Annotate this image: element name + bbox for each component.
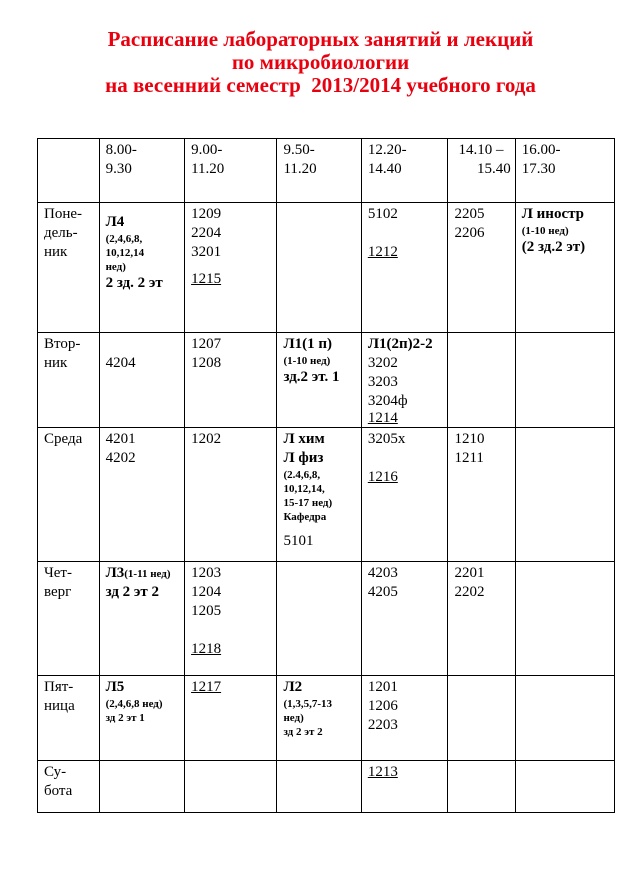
day-label: Среда <box>44 431 83 447</box>
cell-sat-3 <box>277 761 361 813</box>
cell-tue-4 <box>361 333 448 428</box>
cell-thu-3 <box>277 562 361 676</box>
lecture-place: зд.2 эт. 1 <box>283 369 340 385</box>
room: 3202 <box>367 355 398 371</box>
lecture-weeks: нед) <box>283 712 304 724</box>
cell-fri-5 <box>448 676 515 761</box>
lecture-weeks: (1,3,5,7-13 <box>283 698 333 710</box>
cell-fri-2 <box>185 676 277 761</box>
lecture-label: Л2 <box>283 679 303 695</box>
time-end: 15.40 <box>476 161 511 177</box>
room: 1211 <box>454 450 484 466</box>
time-start: 9.00- <box>191 142 223 158</box>
row-wednesday <box>38 428 615 562</box>
day-label: ник <box>44 244 68 260</box>
time-end: 14.40 <box>367 161 402 177</box>
lecture-weeks: (2.4,6,8, <box>283 469 321 481</box>
room: 5101 <box>283 533 314 549</box>
lecture-weeks: 15-17 нед) <box>283 497 333 509</box>
lecture-place: Кафедра <box>283 511 327 523</box>
cell-wed-3 <box>277 428 361 562</box>
room: 2202 <box>454 584 485 600</box>
time-slot-5 <box>448 139 515 203</box>
cell-mon-6 <box>515 203 614 333</box>
cell-wed-4 <box>361 428 448 562</box>
cell-tue-6 <box>515 333 614 428</box>
cell-mon-1 <box>99 203 185 333</box>
cell-wed-1 <box>99 428 185 562</box>
row-saturday <box>38 761 615 813</box>
room: 1206 <box>367 698 398 714</box>
room: 4205 <box>367 584 398 600</box>
row-thursday <box>38 562 615 676</box>
lecture-label: Л4 <box>105 214 125 230</box>
day-label: ница <box>44 698 75 714</box>
room: 2204 <box>191 225 222 241</box>
day-label: верг <box>44 584 72 600</box>
day-wednesday <box>38 428 100 562</box>
time-start: 9.50- <box>283 142 315 158</box>
time-slot-3 <box>277 139 361 203</box>
day-label: ник <box>44 355 68 371</box>
room: 1212 <box>367 244 398 260</box>
day-label: бота <box>44 783 73 799</box>
lecture-label: Л3 <box>105 565 125 581</box>
room: 4204 <box>105 355 136 371</box>
cell-sat-5 <box>448 761 515 813</box>
cell-mon-5 <box>448 203 515 333</box>
day-label: Поне- <box>44 206 83 222</box>
room: 1209 <box>191 206 222 222</box>
corner-cell <box>38 139 100 203</box>
room: 5102 <box>367 206 398 222</box>
time-slot-1 <box>99 139 185 203</box>
lecture-label: Л иностр <box>521 206 584 222</box>
lecture-place: зд 2 эт 1 <box>105 712 145 724</box>
cell-fri-6 <box>515 676 614 761</box>
room: 1214 <box>367 410 398 426</box>
time-start: 14.10 – <box>458 142 504 158</box>
lecture-place: зд 2 эт 2 <box>105 584 160 600</box>
title-line-3: на весенний семестр 2013/2014 учебного года <box>105 73 536 97</box>
cell-sat-2 <box>185 761 277 813</box>
day-label: Чет- <box>44 565 72 581</box>
day-friday <box>38 676 100 761</box>
cell-fri-3 <box>277 676 361 761</box>
day-label: Пят- <box>44 679 74 695</box>
cell-sat-6 <box>515 761 614 813</box>
lecture-weeks: 10,12,14, <box>283 483 325 495</box>
time-end: 11.20 <box>191 161 225 177</box>
lecture-label: Л5 <box>105 679 125 695</box>
cell-fri-1 <box>99 676 185 761</box>
time-start: 16.00- <box>521 142 561 158</box>
title-line-1: Расписание лабораторных занятий и лекций <box>107 27 534 51</box>
room: 3204ф <box>367 393 408 409</box>
room: 3201 <box>191 244 222 260</box>
room: 1204 <box>191 584 222 600</box>
day-label: дель- <box>44 225 78 241</box>
page-title <box>0 28 641 97</box>
time-slot-2 <box>185 139 277 203</box>
cell-thu-6 <box>515 562 614 676</box>
time-slot-4 <box>361 139 448 203</box>
room: 2205 <box>454 206 485 222</box>
lecture-weeks: нед) <box>105 261 126 273</box>
room: 1218 <box>191 641 222 657</box>
room: 2201 <box>454 565 485 581</box>
lecture-place: (2 зд.2 эт) <box>521 239 586 255</box>
cell-tue-3 <box>277 333 361 428</box>
lecture-weeks: (2,4,6,8 нед) <box>105 698 163 710</box>
cell-mon-4 <box>361 203 448 333</box>
time-end: 17.30 <box>521 161 556 177</box>
lecture-label: Л физ <box>283 450 324 466</box>
day-tuesday <box>38 333 100 428</box>
cell-mon-3 <box>277 203 361 333</box>
lecture-weeks: (1-10 нед) <box>521 225 569 237</box>
room: 4203 <box>367 565 398 581</box>
time-end: 9.30 <box>105 161 132 177</box>
room: 1201 <box>367 679 398 695</box>
day-saturday <box>38 761 100 813</box>
lecture-label: Л1(1 п) <box>283 336 332 352</box>
lecture-place: 2 зд. 2 эт <box>105 275 163 291</box>
room: 1202 <box>191 431 222 447</box>
lecture-place: зд 2 эт 2 <box>283 726 323 738</box>
title-line-2: по микробиологии <box>231 50 410 74</box>
lecture-weeks: (1-11 нед) <box>124 568 171 580</box>
time-end: 11.20 <box>283 161 317 177</box>
schedule-table <box>37 138 615 813</box>
time-start: 8.00- <box>105 142 137 158</box>
room: 1208 <box>191 355 222 371</box>
room: 3205х <box>367 431 406 447</box>
cell-sat-1 <box>99 761 185 813</box>
room: 1207 <box>191 336 222 352</box>
header-row <box>38 139 615 203</box>
time-slot-6 <box>515 139 614 203</box>
room: 1216 <box>367 469 398 485</box>
day-label: Втор- <box>44 336 81 352</box>
cell-wed-5 <box>448 428 515 562</box>
day-monday <box>38 203 100 333</box>
room: 3203 <box>367 374 398 390</box>
lecture-label: Л хим <box>283 431 325 447</box>
cell-tue-2 <box>185 333 277 428</box>
cell-thu-5 <box>448 562 515 676</box>
row-tuesday <box>38 333 615 428</box>
row-friday <box>38 676 615 761</box>
day-label: Су- <box>44 764 67 780</box>
lecture-weeks: (2,4,6,8, <box>105 233 143 245</box>
room: 2203 <box>367 717 398 733</box>
room: 1217 <box>191 679 222 695</box>
cell-wed-2 <box>185 428 277 562</box>
day-thursday <box>38 562 100 676</box>
room: 4202 <box>105 450 136 466</box>
lecture-weeks: (1-10 нед) <box>283 355 331 367</box>
cell-thu-1 <box>99 562 185 676</box>
lecture-label: Л1(2п)2-2 <box>367 336 433 352</box>
time-start: 12.20- <box>367 142 407 158</box>
cell-tue-5 <box>448 333 515 428</box>
lecture-weeks: 10,12,14 <box>105 247 145 259</box>
room: 1213 <box>367 764 398 780</box>
room: 1215 <box>191 271 222 287</box>
room: 1203 <box>191 565 222 581</box>
room: 2206 <box>454 225 485 241</box>
cell-mon-2 <box>185 203 277 333</box>
room: 4201 <box>105 431 136 447</box>
cell-thu-4 <box>361 562 448 676</box>
cell-fri-4 <box>361 676 448 761</box>
room: 1205 <box>191 603 222 619</box>
cell-wed-6 <box>515 428 614 562</box>
cell-thu-2 <box>185 562 277 676</box>
cell-tue-1 <box>99 333 185 428</box>
cell-sat-4 <box>361 761 448 813</box>
row-monday <box>38 203 615 333</box>
room: 1210 <box>454 431 485 447</box>
